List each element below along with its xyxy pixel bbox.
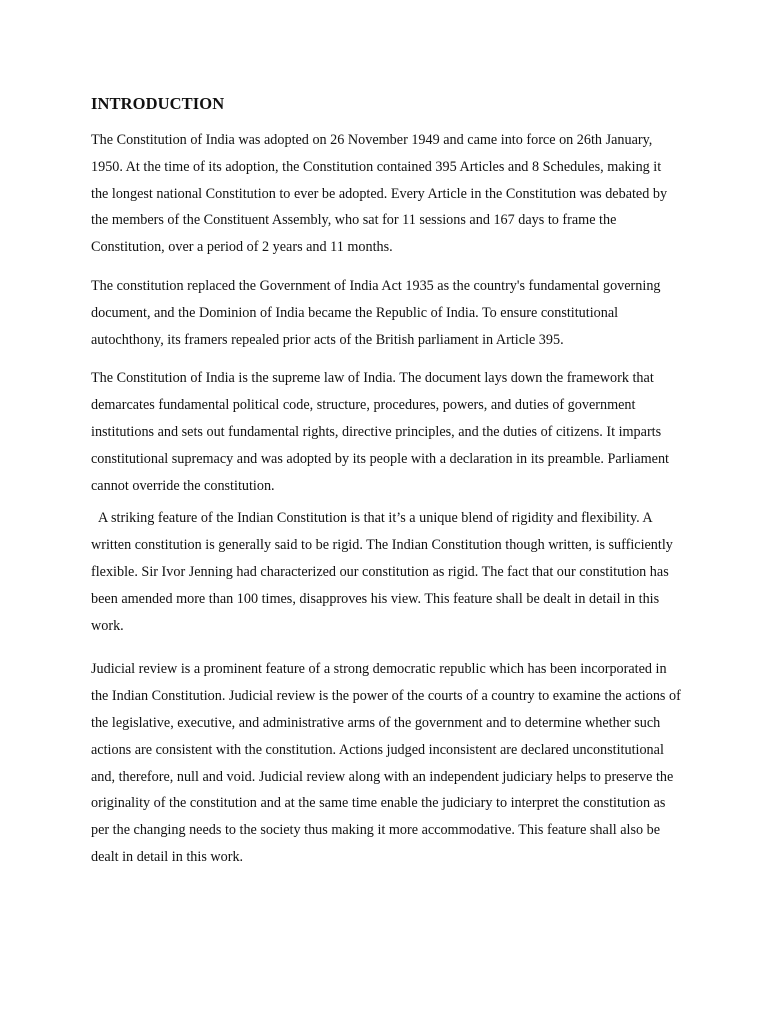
paragraph-rigidity-flexibility: A striking feature of the Indian Constitution is that it’s a unique blend of rigidity and flexibility. A written constitution is generally said to be rigid. The Indian Constitution though written, is sufficiently flexible. Sir Ivor Jenning had characterized our constitution as rigid. The fact that our constitution has been amended more than 100 times, disapproves his view. This feature shall be dealt in detail in this work. — [91, 510, 673, 634]
paragraph-judicial-review: Judicial review is a prominent feature of a strong democratic republic which has been incorporated in the Indian Constitution. Judicial review is the power of the courts of a country to examine the actions of the legislative, executive, and administrative arms of the government and to determine whether such actions are consistent with the constitution. Actions judged inconsistent are declared unconstitutional and, therefore, null and void. Judicial review along with an independent judiciary helps to preserve the originality of the constitution and at the same time enable the judiciary to interpret the constitution as per the changing needs to the society thus making it more accommodative. This feature shall also be dealt in detail in this work. — [91, 661, 681, 865]
paragraph-supreme-law: The Constitution of India is the supreme law of India. The document lays down the framework that demarcates fundamental political code, structure, procedures, powers, and duties of government institutions and sets out fundamental rights, directive principles, and the duties of citizens. It imparts constitutional supremacy and was adopted by its people with a declaration in its preamble. Parliament cannot override the constitution. — [91, 370, 669, 494]
paragraph-adoption: The Constitution of India was adopted on 26 November 1949 and came into force on 26th January, 1950. At the time of its adoption, the Constitution contained 395 Articles and 8 Schedules, making it the longest national Constitution to ever be adopted. Every Article in the Constitution was debated by the members of the Constituent Assembly, who sat for 11 sessions and 167 days to frame the Constitution, over a period of 2 years and 11 months. — [91, 132, 668, 256]
document-body — [91, 92, 681, 871]
paragraph-government-act: The constitution replaced the Government of India Act 1935 as the country's fundamental governing document, and the Dominion of India became the Republic of India. To ensure constitutional autochthony, its framers repealed prior acts of the British parliament in Article 395. — [91, 277, 661, 348]
section-heading: INTRODUCTION — [91, 94, 225, 113]
